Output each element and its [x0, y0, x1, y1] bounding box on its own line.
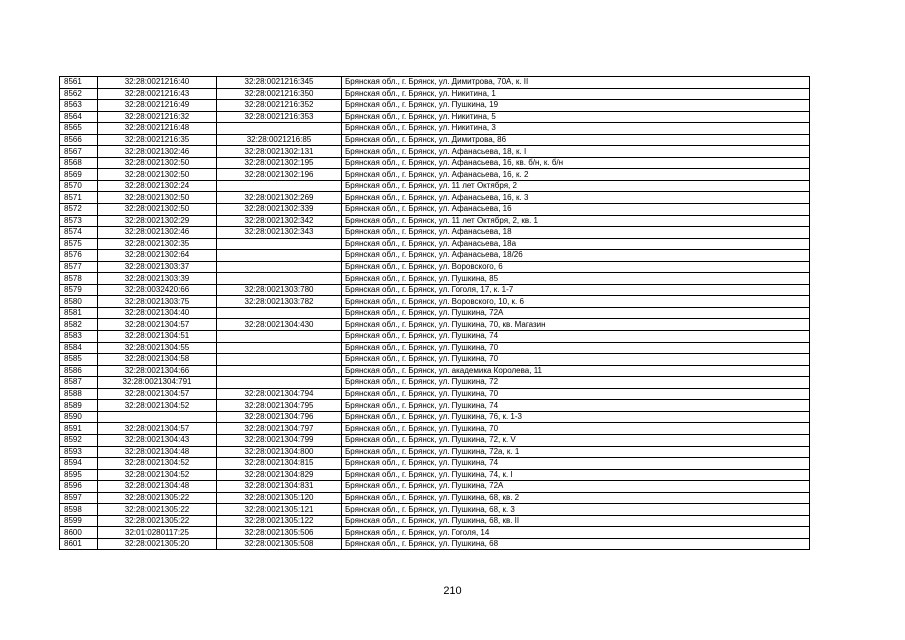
object-cadastral-number-cell: 32:28:0021304:797: [217, 423, 342, 435]
table-row: [60, 192, 810, 204]
row-number-cell: 8584: [60, 342, 98, 354]
address-cell: Брянская обл., г. Брянск, ул. Афанасьева, 18, к. I: [342, 146, 810, 158]
address-cell: Брянская обл., г. Брянск, ул. Пушкина, 68, кв. II: [342, 515, 810, 527]
cadastral-number-cell: 32:28:0021304:52: [98, 400, 217, 412]
address-cell: Брянская обл., г. Брянск, ул. Пушкина, 70: [342, 423, 810, 435]
cadastral-number-cell: 32:28:0021304:57: [98, 388, 217, 400]
cadastral-number-cell: 32:28:0021302:50: [98, 192, 217, 204]
address-cell: Брянская обл., г. Брянск, ул. Димитрова, 86: [342, 134, 810, 146]
address-cell: Брянская обл., г. Брянск, ул. Пушкина, 85: [342, 273, 810, 285]
address-cell: Брянская обл., г. Брянск, ул. Афанасьева, 16, к. 3: [342, 192, 810, 204]
row-number-cell: 8561: [60, 77, 98, 89]
address-cell: Брянская обл., г. Брянск, ул. Пушкина, 70: [342, 342, 810, 354]
row-number-cell: 8593: [60, 446, 98, 458]
object-cadastral-number-cell: 32:28:0021305:506: [217, 527, 342, 539]
address-cell: Брянская обл., г. Брянск, ул. Пушкина, 70: [342, 354, 810, 366]
address-cell: Брянская обл., г. Брянск, ул. Пушкина, 68, к. 3: [342, 504, 810, 516]
row-number-cell: 8570: [60, 180, 98, 192]
cadastral-number-cell: 32:28:0021216:40: [98, 77, 217, 89]
cadastral-number-cell: 32:28:0021302:35: [98, 238, 217, 250]
cadastral-number-cell: 32:28:0021304:57: [98, 423, 217, 435]
cadastral-number-cell: 32:28:0021303:37: [98, 261, 217, 273]
row-number-cell: 8600: [60, 527, 98, 539]
table-row: [60, 296, 810, 308]
object-cadastral-number-cell: 32:28:0021216:353: [217, 111, 342, 123]
row-number-cell: 8576: [60, 250, 98, 262]
address-cell: Брянская обл., г. Брянск, ул. Пушкина, 74: [342, 400, 810, 412]
object-cadastral-number-cell: 32:28:0021305:508: [217, 538, 342, 550]
address-cell: Брянская обл., г. Брянск, ул. Афанасьева, 16: [342, 204, 810, 216]
cadastral-number-cell: 32:28:0021304:55: [98, 342, 217, 354]
object-cadastral-number-cell: 32:28:0021304:795: [217, 400, 342, 412]
address-cell: Брянская обл., г. Брянск, ул. Пушкина, 74: [342, 458, 810, 470]
cadastral-number-cell: 32:28:0021305:22: [98, 504, 217, 516]
row-number-cell: 8598: [60, 504, 98, 516]
table-row: [60, 250, 810, 262]
address-cell: Брянская обл., г. Брянск, ул. 11 лет Октября, 2, кв. 1: [342, 215, 810, 227]
address-cell: Брянская обл., г. Брянск, ул. Пушкина, 72А: [342, 481, 810, 493]
row-number-cell: 8597: [60, 492, 98, 504]
cadastral-number-cell: 32:28:0021216:32: [98, 111, 217, 123]
cadastral-number-cell: 32:28:0021216:48: [98, 123, 217, 135]
object-cadastral-number-cell: 32:28:0021302:339: [217, 204, 342, 216]
address-cell: Брянская обл., г. Брянск, ул. Афанасьева, 18а: [342, 238, 810, 250]
table-row: [60, 411, 810, 423]
table-row: [60, 180, 810, 192]
cadastral-number-cell: 32:28:0021216:35: [98, 134, 217, 146]
registry-table: [59, 76, 810, 550]
object-cadastral-number-cell: 32:28:0021304:799: [217, 434, 342, 446]
cadastral-number-cell: 32:28:0021302:50: [98, 157, 217, 169]
table-row: [60, 238, 810, 250]
row-number-cell: 8588: [60, 388, 98, 400]
row-number-cell: 8592: [60, 434, 98, 446]
address-cell: Брянская обл., г. Брянск, ул. Пушкина, 74: [342, 331, 810, 343]
row-number-cell: 8582: [60, 319, 98, 331]
object-cadastral-number-cell: 32:28:0021302:343: [217, 227, 342, 239]
object-cadastral-number-cell: 32:28:0021302:196: [217, 169, 342, 181]
row-number-cell: 8577: [60, 261, 98, 273]
object-cadastral-number-cell: [217, 365, 342, 377]
address-cell: Брянская обл., г. Брянск, ул. Димитрова, 70А, к. II: [342, 77, 810, 89]
table-row: [60, 123, 810, 135]
cadastral-number-cell: [98, 411, 217, 423]
address-cell: Брянская обл., г. Брянск, ул. Никитина, 1: [342, 88, 810, 100]
table-row: [60, 319, 810, 331]
address-cell: Брянская обл., г. Брянск, ул. Воровского, 6: [342, 261, 810, 273]
address-cell: Брянская обл., г. Брянск, ул. Пушкина, 70, кв. Магазин: [342, 319, 810, 331]
cadastral-number-cell: 32:28:0021304:51: [98, 331, 217, 343]
table-row: [60, 377, 810, 389]
table-row: [60, 169, 810, 181]
table-row: [60, 458, 810, 470]
object-cadastral-number-cell: [217, 331, 342, 343]
address-cell: Брянская обл., г. Брянск, ул. Пушкина, 74, к. I: [342, 469, 810, 481]
table-row: [60, 388, 810, 400]
table-row: [60, 100, 810, 112]
cadastral-number-cell: 32:28:0032420:66: [98, 284, 217, 296]
address-cell: Брянская обл., г. Брянск, ул. Афанасьева, 16, к. 2: [342, 169, 810, 181]
object-cadastral-number-cell: 32:28:0021305:121: [217, 504, 342, 516]
address-cell: Брянская обл., г. Брянск, ул. Афанасьева, 18: [342, 227, 810, 239]
address-cell: Брянская обл., г. Брянск, ул. Никитина, 5: [342, 111, 810, 123]
row-number-cell: 8565: [60, 123, 98, 135]
cadastral-number-cell: 32:28:0021304:40: [98, 307, 217, 319]
table-row: [60, 342, 810, 354]
object-cadastral-number-cell: [217, 342, 342, 354]
row-number-cell: 8562: [60, 88, 98, 100]
cadastral-number-cell: 32:28:0021305:22: [98, 492, 217, 504]
row-number-cell: 8581: [60, 307, 98, 319]
cadastral-number-cell: 32:28:0021304:57: [98, 319, 217, 331]
row-number-cell: 8567: [60, 146, 98, 158]
address-cell: Брянская обл., г. Брянск, ул. Афанасьева, 18/26: [342, 250, 810, 262]
object-cadastral-number-cell: [217, 307, 342, 319]
cadastral-number-cell: 32:28:0021302:24: [98, 180, 217, 192]
registry-table-body: [60, 77, 810, 550]
cadastral-number-cell: 32:28:0021302:46: [98, 227, 217, 239]
object-cadastral-number-cell: 32:28:0021304:800: [217, 446, 342, 458]
object-cadastral-number-cell: 32:28:0021304:829: [217, 469, 342, 481]
row-number-cell: 8591: [60, 423, 98, 435]
table-row: [60, 365, 810, 377]
cadastral-number-cell: 32:28:0021304:791: [98, 377, 217, 389]
cadastral-number-cell: 32:28:0021216:49: [98, 100, 217, 112]
table-row: [60, 400, 810, 412]
table-row: [60, 134, 810, 146]
address-cell: Брянская обл., г. Брянск, ул. Пушкина, 72: [342, 377, 810, 389]
table-row: [60, 446, 810, 458]
row-number-cell: 8574: [60, 227, 98, 239]
object-cadastral-number-cell: 32:28:0021216:85: [217, 134, 342, 146]
object-cadastral-number-cell: 32:28:0021304:430: [217, 319, 342, 331]
table-row: [60, 504, 810, 516]
object-cadastral-number-cell: [217, 123, 342, 135]
object-cadastral-number-cell: 32:28:0021303:782: [217, 296, 342, 308]
object-cadastral-number-cell: 32:28:0021302:131: [217, 146, 342, 158]
row-number-cell: 8566: [60, 134, 98, 146]
cadastral-number-cell: 32:28:0021304:52: [98, 469, 217, 481]
cadastral-number-cell: 32:28:0021303:75: [98, 296, 217, 308]
table-row: [60, 215, 810, 227]
table-row: [60, 157, 810, 169]
row-number-cell: 8599: [60, 515, 98, 527]
object-cadastral-number-cell: [217, 354, 342, 366]
row-number-cell: 8578: [60, 273, 98, 285]
object-cadastral-number-cell: 32:28:0021216:345: [217, 77, 342, 89]
table-row: [60, 469, 810, 481]
object-cadastral-number-cell: 32:28:0021304:794: [217, 388, 342, 400]
address-cell: Брянская обл., г. Брянск, ул. Пушкина, 68: [342, 538, 810, 550]
row-number-cell: 8571: [60, 192, 98, 204]
table-row: [60, 481, 810, 493]
table-row: [60, 331, 810, 343]
object-cadastral-number-cell: 32:28:0021304:796: [217, 411, 342, 423]
object-cadastral-number-cell: [217, 261, 342, 273]
row-number-cell: 8595: [60, 469, 98, 481]
table-row: [60, 434, 810, 446]
table-row: [60, 261, 810, 273]
object-cadastral-number-cell: 32:28:0021302:342: [217, 215, 342, 227]
object-cadastral-number-cell: 32:28:0021305:120: [217, 492, 342, 504]
row-number-cell: 8596: [60, 481, 98, 493]
address-cell: Брянская обл., г. Брянск, ул. Пушкина, 72А: [342, 307, 810, 319]
cadastral-number-cell: 32:01:0280117:25: [98, 527, 217, 539]
object-cadastral-number-cell: [217, 273, 342, 285]
cadastral-number-cell: 32:28:0021302:29: [98, 215, 217, 227]
cadastral-number-cell: 32:28:0021302:50: [98, 204, 217, 216]
object-cadastral-number-cell: 32:28:0021302:269: [217, 192, 342, 204]
address-cell: Брянская обл., г. Брянск, ул. Гоголя, 17, к. 1-7: [342, 284, 810, 296]
table-row: [60, 354, 810, 366]
row-number-cell: 8583: [60, 331, 98, 343]
table-row: [60, 492, 810, 504]
cadastral-number-cell: 32:28:0021304:58: [98, 354, 217, 366]
table-row: [60, 227, 810, 239]
row-number-cell: 8590: [60, 411, 98, 423]
row-number-cell: 8580: [60, 296, 98, 308]
address-cell: Брянская обл., г. Брянск, ул. Пушкина, 70: [342, 388, 810, 400]
row-number-cell: 8575: [60, 238, 98, 250]
object-cadastral-number-cell: [217, 377, 342, 389]
table-row: [60, 111, 810, 123]
address-cell: Брянская обл., г. Брянск, ул. Пушкина, 76, к. 1-3: [342, 411, 810, 423]
row-number-cell: 8579: [60, 284, 98, 296]
row-number-cell: 8573: [60, 215, 98, 227]
address-cell: Брянская обл., г. Брянск, ул. Пушкина, 68, кв. 2: [342, 492, 810, 504]
address-cell: Брянская обл., г. Брянск, ул. Воровского, 10, к. 6: [342, 296, 810, 308]
cadastral-number-cell: 32:28:0021302:50: [98, 169, 217, 181]
table-row: [60, 307, 810, 319]
row-number-cell: 8601: [60, 538, 98, 550]
object-cadastral-number-cell: 32:28:0021303:780: [217, 284, 342, 296]
row-number-cell: 8585: [60, 354, 98, 366]
cadastral-number-cell: 32:28:0021304:66: [98, 365, 217, 377]
object-cadastral-number-cell: 32:28:0021216:352: [217, 100, 342, 112]
table-row: [60, 515, 810, 527]
address-cell: Брянская обл., г. Брянск, ул. 11 лет Октября, 2: [342, 180, 810, 192]
row-number-cell: 8564: [60, 111, 98, 123]
cadastral-number-cell: 32:28:0021304:48: [98, 481, 217, 493]
cadastral-number-cell: 32:28:0021305:20: [98, 538, 217, 550]
table-row: [60, 284, 810, 296]
row-number-cell: 8587: [60, 377, 98, 389]
address-cell: Брянская обл., г. Брянск, ул. Гоголя, 14: [342, 527, 810, 539]
cadastral-number-cell: 32:28:0021216:43: [98, 88, 217, 100]
address-cell: Брянская обл., г. Брянск, ул. Никитина, 3: [342, 123, 810, 135]
cadastral-number-cell: 32:28:0021304:48: [98, 446, 217, 458]
address-cell: Брянская обл., г. Брянск, ул. Пушкина, 19: [342, 100, 810, 112]
address-cell: Брянская обл., г. Брянск, ул. Пушкина, 72, к. V: [342, 434, 810, 446]
row-number-cell: 8568: [60, 157, 98, 169]
cadastral-number-cell: 32:28:0021303:39: [98, 273, 217, 285]
table-row: [60, 273, 810, 285]
address-cell: Брянская обл., г. Брянск, ул. Пушкина, 72а, к. 1: [342, 446, 810, 458]
address-cell: Брянская обл., г. Брянск, ул. Афанасьева, 16, кв. б/н, к. б/н: [342, 157, 810, 169]
object-cadastral-number-cell: 32:28:0021302:195: [217, 157, 342, 169]
cadastral-number-cell: 32:28:0021304:43: [98, 434, 217, 446]
row-number-cell: 8563: [60, 100, 98, 112]
row-number-cell: 8586: [60, 365, 98, 377]
row-number-cell: 8569: [60, 169, 98, 181]
table-row: [60, 204, 810, 216]
row-number-cell: 8594: [60, 458, 98, 470]
object-cadastral-number-cell: [217, 250, 342, 262]
cadastral-number-cell: 32:28:0021302:64: [98, 250, 217, 262]
object-cadastral-number-cell: 32:28:0021305:122: [217, 515, 342, 527]
row-number-cell: 8572: [60, 204, 98, 216]
object-cadastral-number-cell: [217, 238, 342, 250]
table-row: [60, 88, 810, 100]
table-row: [60, 423, 810, 435]
cadastral-number-cell: 32:28:0021305:22: [98, 515, 217, 527]
cadastral-number-cell: 32:28:0021304:52: [98, 458, 217, 470]
row-number-cell: 8589: [60, 400, 98, 412]
page-number: 210: [443, 585, 462, 597]
object-cadastral-number-cell: 32:28:0021216:350: [217, 88, 342, 100]
object-cadastral-number-cell: [217, 180, 342, 192]
table-row: [60, 527, 810, 539]
table-row: [60, 77, 810, 89]
object-cadastral-number-cell: 32:28:0021304:815: [217, 458, 342, 470]
table-row: [60, 146, 810, 158]
object-cadastral-number-cell: 32:28:0021304:831: [217, 481, 342, 493]
address-cell: Брянская обл., г. Брянск, ул. академика Королева, 11: [342, 365, 810, 377]
cadastral-number-cell: 32:28:0021302:46: [98, 146, 217, 158]
table-row: [60, 538, 810, 550]
